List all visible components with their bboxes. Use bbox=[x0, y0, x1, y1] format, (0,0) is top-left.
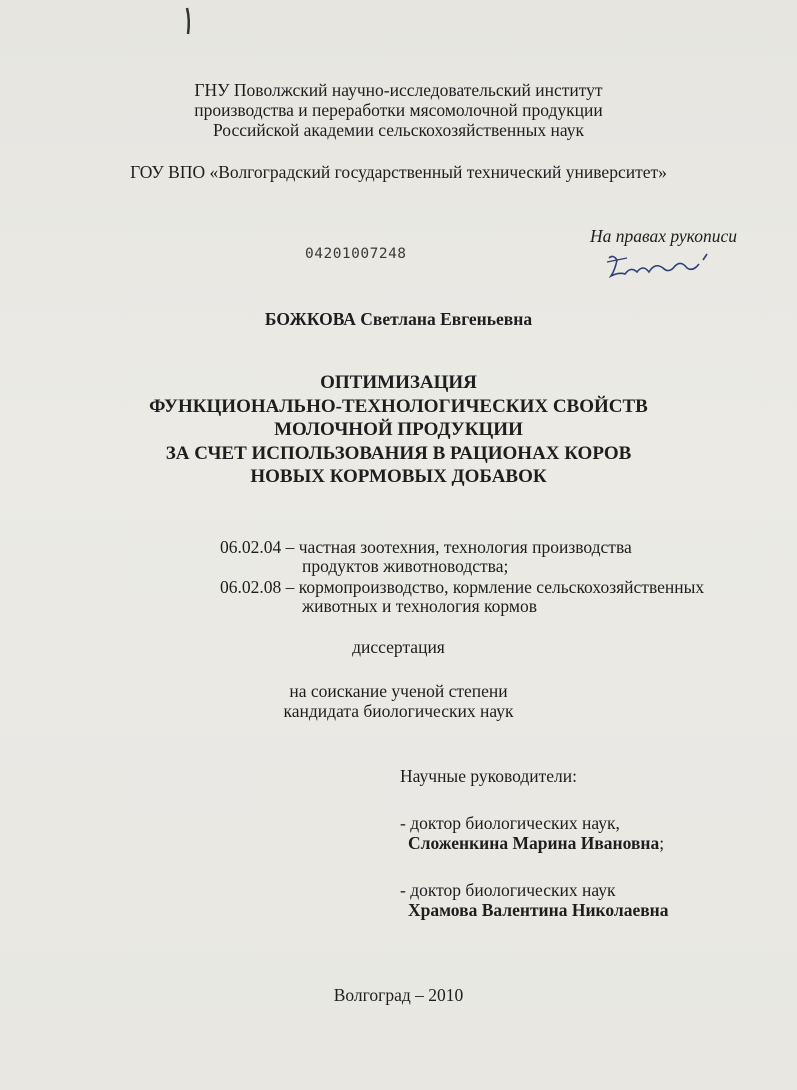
supervisors-label: Научные руководители: bbox=[400, 766, 577, 786]
title-line: ФУНКЦИОНАЛЬНО-ТЕХНОЛОГИЧЕСКИХ СВОЙСТВ bbox=[149, 395, 648, 417]
pen-mark bbox=[185, 6, 188, 32]
specialty-1-line-2: продуктов животноводства; bbox=[302, 556, 509, 576]
city-year: Волгоград – 2010 bbox=[333, 985, 464, 1005]
dissertation-title bbox=[0, 371, 797, 489]
degree-block bbox=[0, 681, 797, 721]
title-line: ЗА СЧЕТ ИСПОЛЬЗОВАНИЯ В РАЦИОНАХ КОРОВ bbox=[165, 442, 632, 464]
handwritten-signature bbox=[603, 250, 713, 286]
title-line: ОПТИМИЗАЦИЯ bbox=[320, 372, 477, 393]
degree-line: на соискание ученой степени bbox=[289, 681, 508, 701]
work-type: диссертация bbox=[352, 637, 445, 657]
specialty-1-line-1: 06.02.04 – частная зоотехния, технология производства bbox=[220, 537, 632, 557]
degree-line: кандидата биологических наук bbox=[283, 701, 514, 721]
institution-block bbox=[0, 80, 797, 140]
specialty-2-line-2: животных и технология кормов bbox=[302, 596, 537, 616]
institution-line: Российской академии сельскохозяйственных наук bbox=[212, 120, 584, 140]
title-line: МОЛОЧНОЙ ПРОДУКЦИИ bbox=[274, 419, 523, 440]
supervisor-1-name: Сложенкина Марина Ивановна bbox=[408, 833, 660, 853]
supervisor-2-name: Храмова Валентина Николаевна bbox=[408, 900, 669, 920]
supervisor-1-suffix: ; bbox=[659, 833, 665, 853]
institution-line: ГНУ Поволжский научно-исследовательский институт bbox=[194, 80, 603, 100]
supervisors-block bbox=[400, 766, 669, 920]
manuscript-note: На правах рукописи bbox=[590, 226, 737, 246]
institution-line: производства и переработки мясомолочной продукции bbox=[194, 100, 603, 120]
author-name: БОЖКОВА Светлана Евгеньевна bbox=[264, 309, 533, 329]
specialty-2-line-1: 06.02.08 – кормопроизводство, кормление сельскохозяйственных bbox=[220, 577, 705, 597]
title-line: НОВЫХ КОРМОВЫХ ДОБАВОК bbox=[250, 466, 547, 487]
supervisor-1-rank: - доктор биологических наук, bbox=[400, 813, 620, 833]
university-name: ГОУ ВПО «Волгоградский государственный технический университет» bbox=[130, 162, 667, 182]
archive-stamp-number: 04201007248 bbox=[305, 246, 407, 262]
supervisor-2-rank: - доктор биологических наук bbox=[400, 880, 616, 900]
